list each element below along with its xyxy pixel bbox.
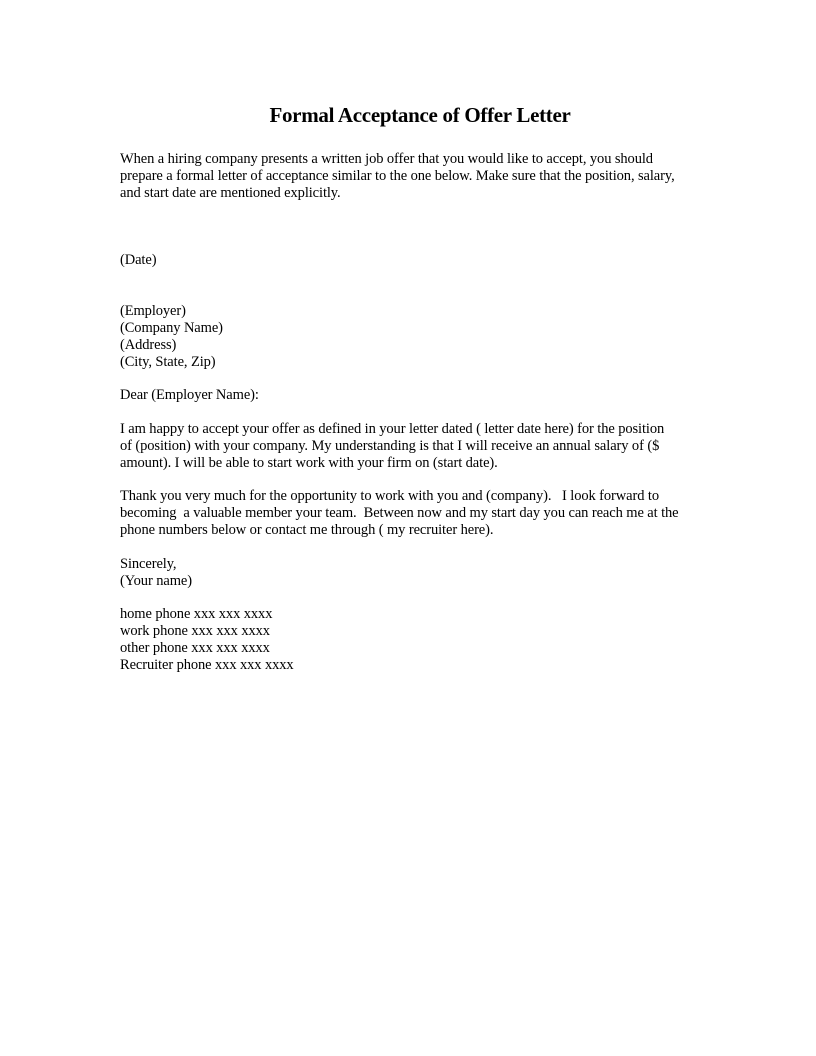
intro-line: When a hiring company presents a written job offer that you would like to accept, you should (120, 151, 653, 167)
paragraph-line: Thank you very much for the opportunity to work with you and (company). I look forward to (120, 488, 659, 504)
intro-line: prepare a formal letter of acceptance similar to the one below. Make sure that the position, salary, (120, 168, 675, 184)
closing-block (120, 556, 700, 590)
paragraph-line: amount). I will be able to start work with your firm on (start date). (120, 455, 498, 471)
intro-paragraph (120, 151, 700, 202)
document-title: Formal Acceptance of Offer Letter (269, 103, 571, 127)
address-line-employer: (Employer) (120, 303, 186, 319)
phone-line-recruiter: Recruiter phone xxx xxx xxxx (120, 657, 294, 673)
signature-name: (Your name) (120, 573, 192, 589)
body-paragraph-2 (120, 488, 700, 539)
salutation-text: Dear (Employer Name): (120, 387, 259, 403)
address-line-company: (Company Name) (120, 320, 223, 336)
address-line-city: (City, State, Zip) (120, 354, 216, 370)
paragraph-line: of (position) with your company. My understanding is that I will receive an annual salary of ($ (120, 438, 660, 454)
paragraph-line: phone numbers below or contact me through ( my recruiter here). (120, 522, 494, 538)
phone-line-home: home phone xxx xxx xxxx (120, 606, 273, 622)
intro-line: and start date are mentioned explicitly. (120, 185, 341, 201)
date-placeholder: (Date) (120, 252, 157, 268)
phone-line-work: work phone xxx xxx xxxx (120, 623, 270, 639)
letter-date (120, 252, 700, 269)
phone-list (120, 606, 700, 674)
phone-line-other: other phone xxx xxx xxxx (120, 640, 270, 656)
paragraph-line: I am happy to accept your offer as defined in your letter dated ( letter date here) for the position (120, 421, 665, 437)
address-line-street: (Address) (120, 337, 177, 353)
closing-text: Sincerely, (120, 556, 177, 572)
salutation (120, 387, 700, 404)
paragraph-line: becoming a valuable member your team. Between now and my start day you can reach me at the (120, 505, 679, 521)
recipient-address (120, 303, 700, 371)
body-paragraph-1 (120, 421, 700, 472)
